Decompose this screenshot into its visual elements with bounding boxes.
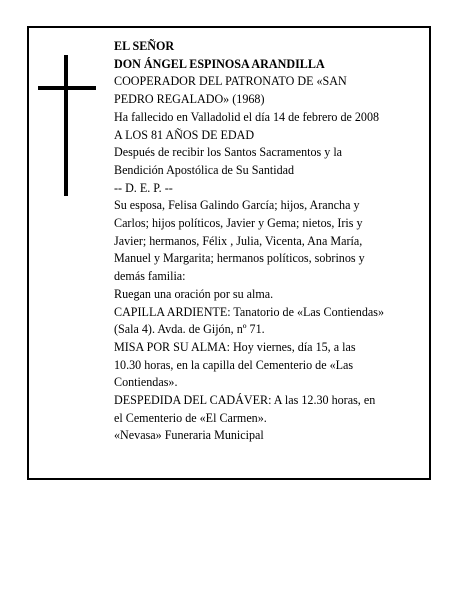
body-line: MISA POR SU ALMA: Hoy viernes, día 15, a las <box>114 339 356 354</box>
body-line: Javier; hermanos, Félix , Julia, Vicenta, Ana María, <box>114 233 363 248</box>
body-line: Su esposa, Felisa Galindo García; hijos, Arancha y <box>114 198 360 213</box>
body-line: «Nevasa» Funeraria Municipal <box>114 428 264 443</box>
obituary-text <box>114 38 424 445</box>
body-line: -- D. E. P. -- <box>114 180 173 195</box>
deceased-name: DON ÁNGEL ESPINOSA ARANDILLA <box>114 56 325 71</box>
body-line: CAPILLA ARDIENTE: Tanatorio de «Las Contiendas» <box>114 304 384 319</box>
body-line: el Cementerio de «El Carmen». <box>114 410 267 425</box>
body-line: PEDRO REGALADO» (1968) <box>114 92 265 107</box>
body-line: Ruegan una oración por su alma. <box>114 286 274 301</box>
body-line: Carlos; hijos políticos, Javier y Gema; nietos, Iris y <box>114 216 363 231</box>
body-line: Después de recibir los Santos Sacramentos y la <box>114 145 343 160</box>
body-line: Manuel y Margarita; hermanos políticos, sobrinos y <box>114 251 365 266</box>
body-line: Contiendas». <box>114 375 178 390</box>
cross-vertical-bar <box>64 55 68 196</box>
cross-horizontal-bar <box>38 86 96 90</box>
body-line: (Sala 4). Avda. de Gijón, nº 71. <box>114 322 265 337</box>
body-line: COOPERADOR DEL PATRONATO DE «SAN <box>114 74 347 89</box>
body-line: demás familia: <box>114 269 186 284</box>
body-line: Bendición Apostólica de Su Santidad <box>114 162 295 177</box>
title-line: EL SEÑOR <box>114 39 175 53</box>
body-line: DESPEDIDA DEL CADÁVER: A las 12.30 horas, en <box>114 393 376 408</box>
body-line: 10.30 horas, en la capilla del Cementerio de «Las <box>114 357 354 372</box>
body-line: Ha fallecido en Valladolid el día 14 de febrero de 2008 <box>114 109 380 124</box>
body-line: A LOS 81 AÑOS DE EDAD <box>114 127 255 142</box>
